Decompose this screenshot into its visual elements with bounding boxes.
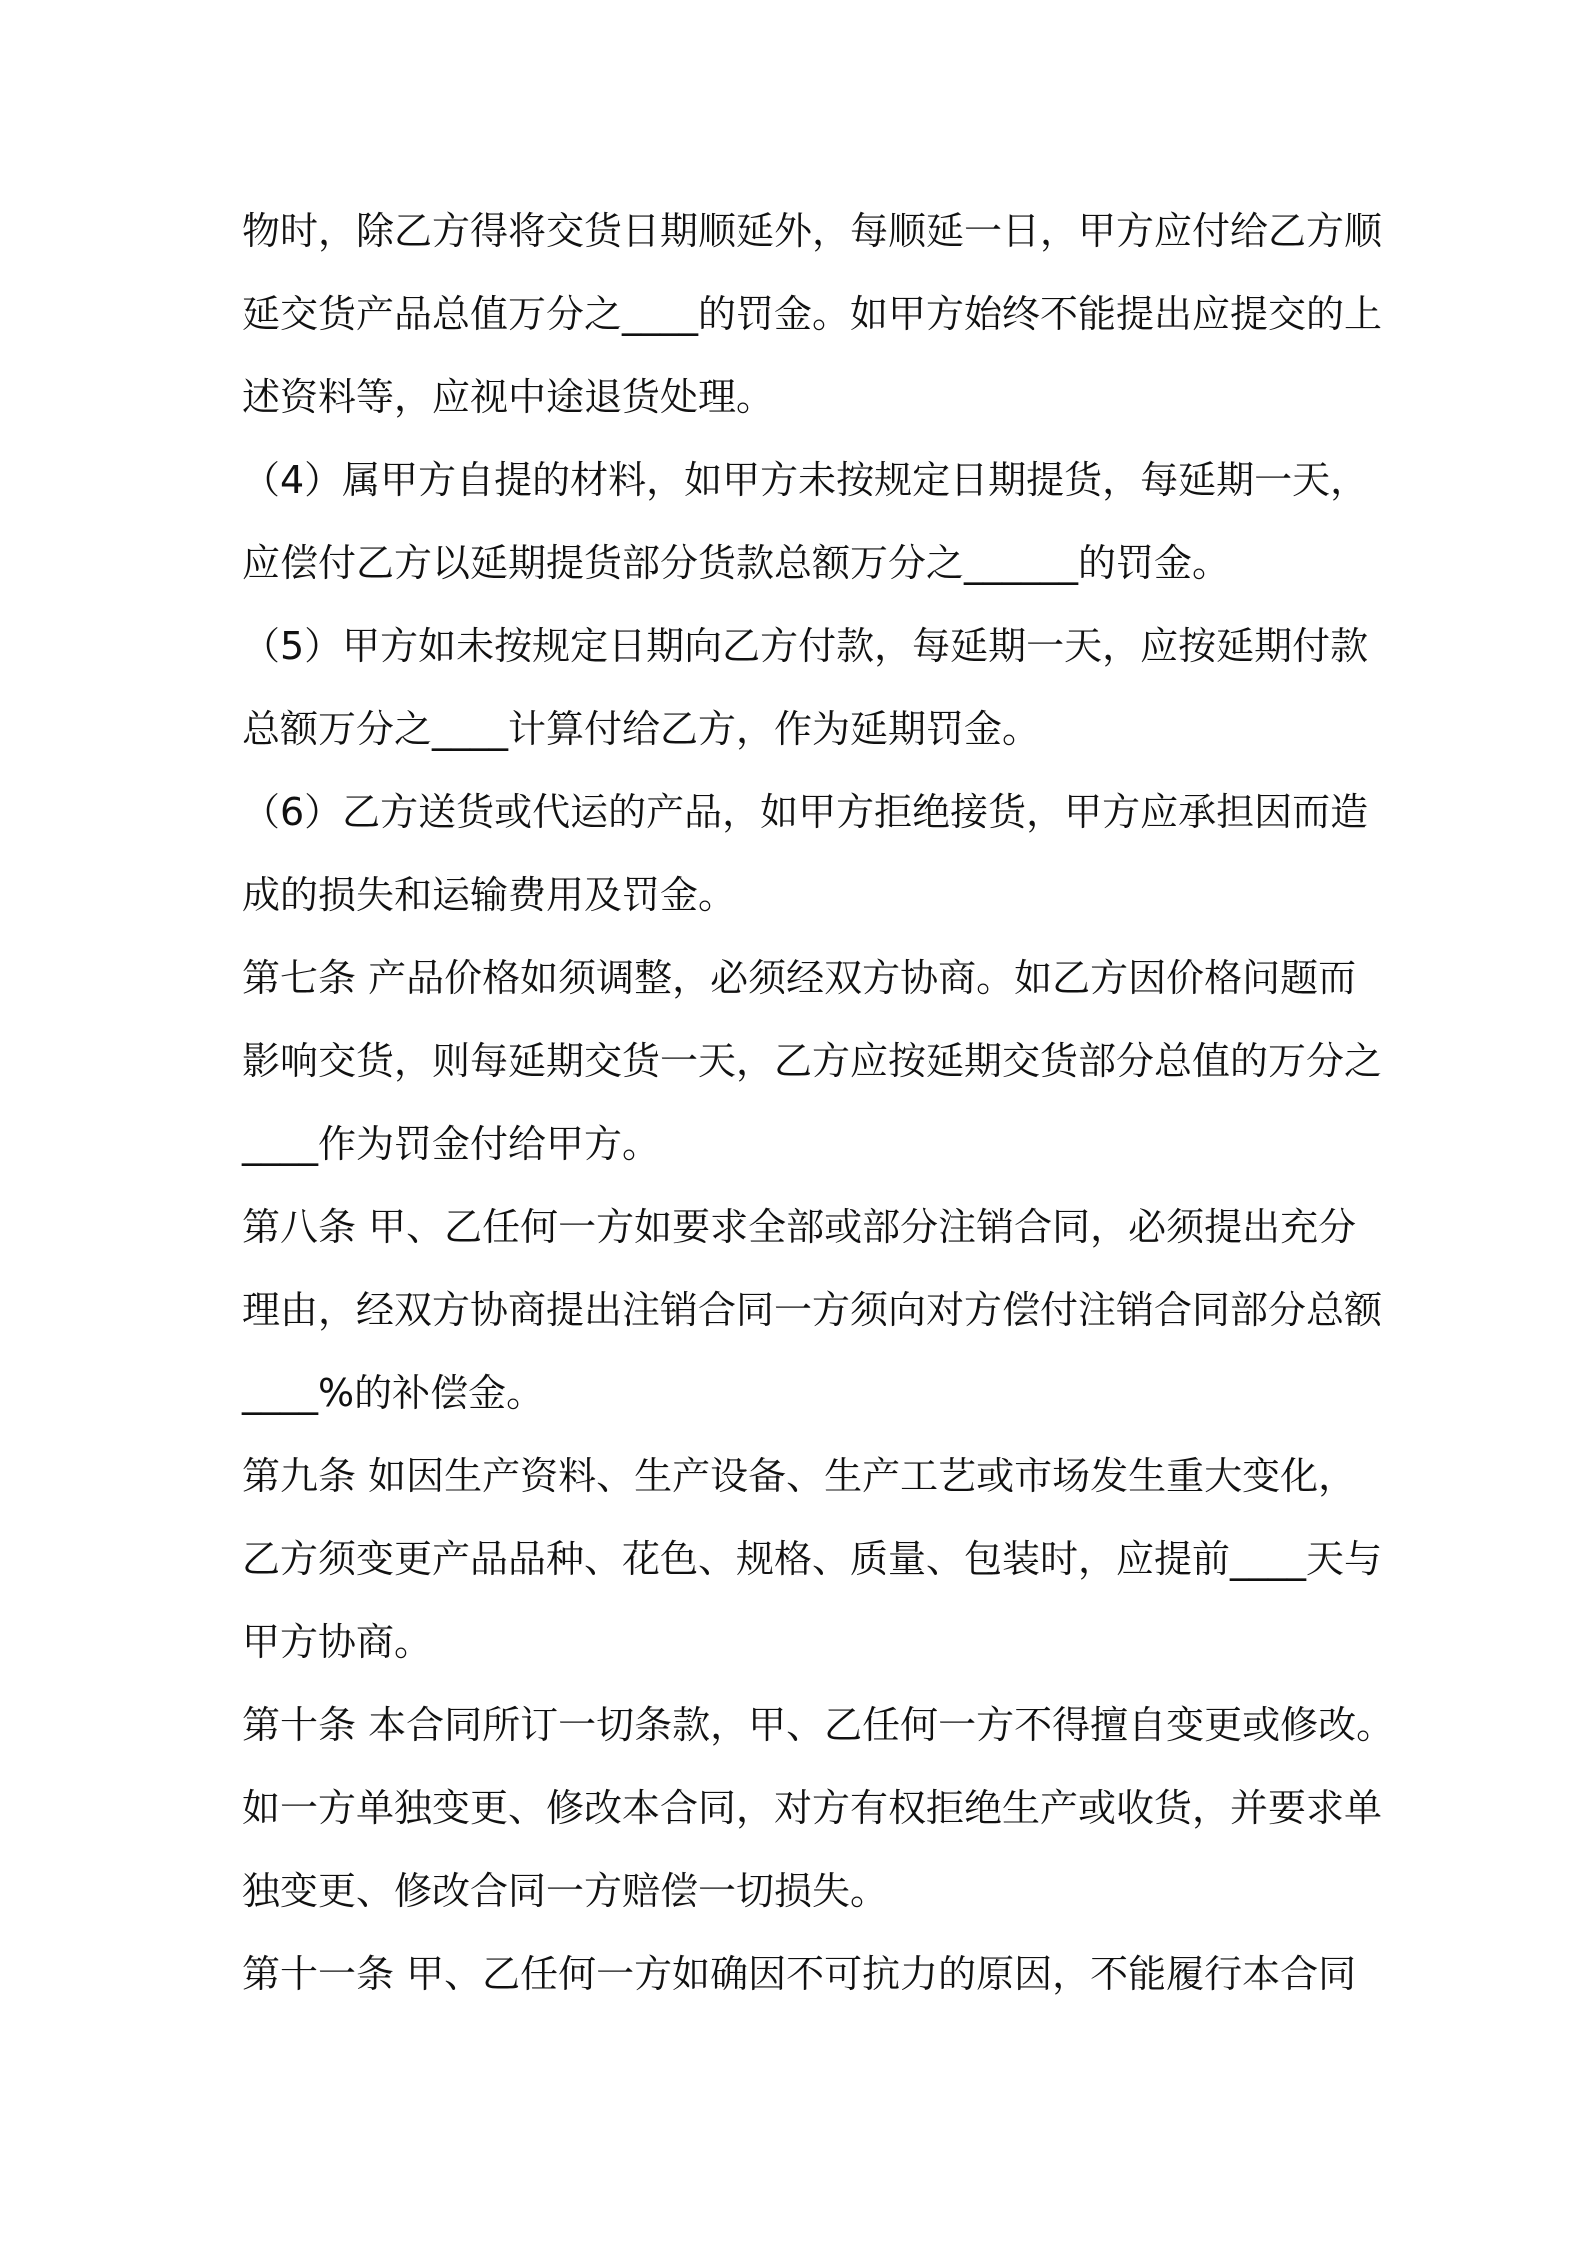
text-line: 独变更、修改合同一方赔偿一切损失。 (242, 1869, 889, 1913)
document-body (242, 190, 1395, 2016)
text-line: ____作为罚金付给甲方。 (242, 1122, 661, 1166)
text-line: 延交货产品总值万分之____的罚金。如甲方始终不能提出应提交的上 (242, 292, 1383, 336)
text-line: 总额万分之____计算付给乙方，作为延期罚金。 (242, 707, 1041, 751)
text-line: 第七条 产品价格如须调整，必须经双方协商。如乙方因价格问题而 (242, 956, 1357, 1000)
text-line: 影响交货，则每延期交货一天，乙方应按延期交货部分总值的万分之 (242, 1039, 1383, 1083)
text-line: 乙方须变更产品品种、花色、规格、质量、包装时，应提前____天与 (242, 1537, 1383, 1581)
text-line: 第九条 如因生产资料、生产设备、生产工艺或市场发生重大变化， (242, 1454, 1357, 1498)
text-line: （4）属甲方自提的材料，如甲方未按规定日期提货，每延期一天， (242, 458, 1369, 502)
text-line: 物时，除乙方得将交货日期顺延外，每顺延一日，甲方应付给乙方顺 (242, 209, 1383, 253)
text-line: （5）甲方如未按规定日期向乙方付款，每延期一天，应按延期付款 (242, 624, 1369, 668)
text-line: 应偿付乙方以延期提货部分货款总额万分之______的罚金。 (242, 541, 1231, 585)
text-line: 理由，经双方协商提出注销合同一方须向对方偿付注销合同部分总额 (242, 1288, 1383, 1332)
text-line: 第八条 甲、乙任何一方如要求全部或部分注销合同，必须提出充分 (242, 1205, 1357, 1249)
text-line: 成的损失和运输费用及罚金。 (242, 873, 737, 917)
text-line: ____%的补偿金。 (242, 1371, 545, 1415)
text-line: 甲方协商。 (242, 1620, 433, 1664)
text-line: 第十条 本合同所订一切条款，甲、乙任何一方不得擅自变更或修改。 (242, 1703, 1395, 1747)
text-line: 如一方单独变更、修改本合同，对方有权拒绝生产或收货，并要求单 (242, 1786, 1383, 1830)
text-line: （6）乙方送货或代运的产品，如甲方拒绝接货，甲方应承担因而造 (242, 790, 1369, 834)
text-line: 述资料等，应视中途退货处理。 (242, 375, 775, 419)
text-line: 第十一条 甲、乙任何一方如确因不可抗力的原因，不能履行本合同 (242, 1952, 1357, 1996)
